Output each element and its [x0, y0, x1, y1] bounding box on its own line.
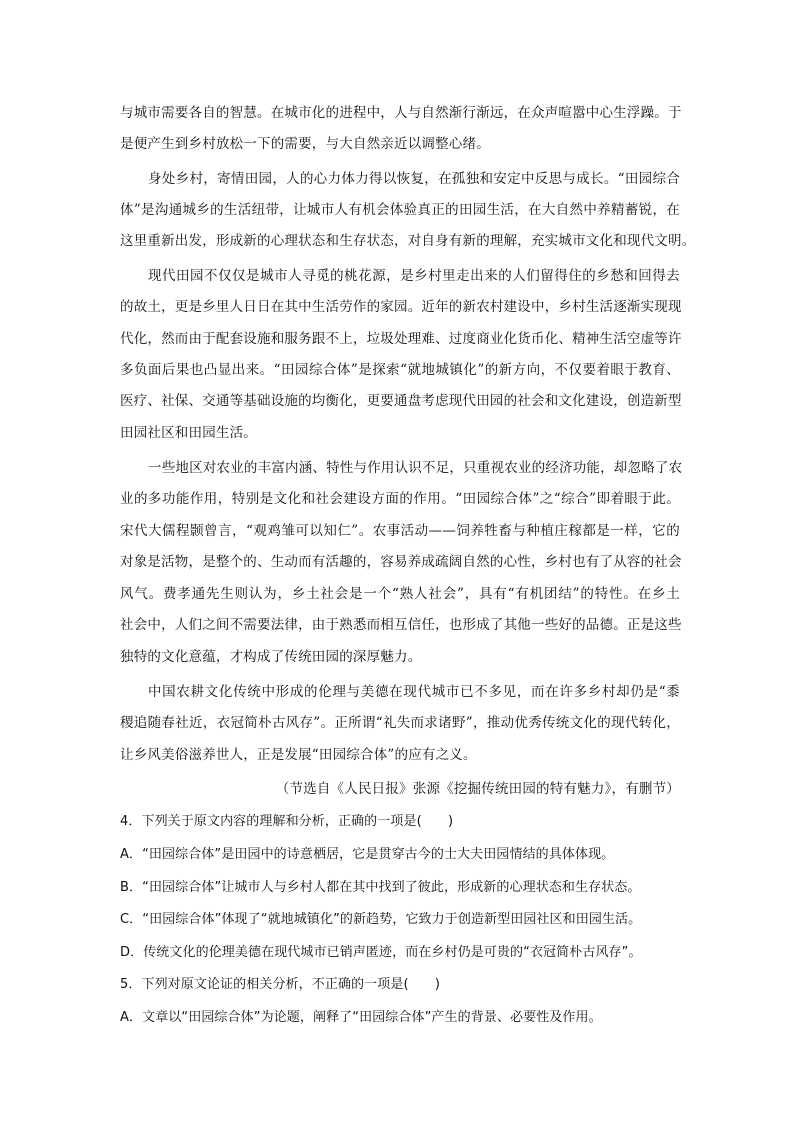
passage-line: 中国农耕文化传统中形成的伦理与美德在现代城市已不多见，而在许多乡村却仍是“黍: [148, 684, 680, 700]
passage-line: 与城市需要各自的智慧。在城市化的进程中，人与自然渐行渐远，在众声喧嚣中心生浮躁。于: [120, 105, 682, 121]
passage-line: 这里重新出发，形成新的心理状态和生存状态，对自身有新的理解，充实城市文化和现代文明。: [120, 233, 696, 249]
question-4-option-d: D．传统文化的伦理美德在现代城市已销声匿迹，而在乡村仍是可贵的“衣冠简朴古风存”。: [120, 945, 642, 960]
source-citation: （节选自《人民日报》张源《挖掘传统田园的特有魅力》，有删节）: [275, 781, 680, 797]
passage-line: 是便产生到乡村放松一下的需要，与大自然亲近以调整心绪。: [120, 136, 490, 152]
question-4-option-c: C．“田园综合体”体现了“就地城镇化”的新趋势，它致力于创造新型田园社区和田园生活。: [120, 912, 642, 927]
question-5-option-a: A．文章以“田园综合体”为论题，阐释了“田园综合体”产生的背景、必要性及作用。: [120, 1010, 602, 1025]
passage-line: 体”是沟通城乡的生活纽带，让城市人有机会体验真正的田园生活，在大自然中养精蓄锐，在: [120, 202, 680, 218]
passage-line: 对象是活物，是整个的、生动而有活趣的，容易养成疏阔自然的心性，乡村也有了从容的社会: [120, 554, 682, 570]
question-5-stem: 5．下列对原文论证的相关分析，不正确的一项是( ): [120, 977, 441, 992]
question-4-option-a: A．“田园综合体”是田园中的诗意栖居，它是贯穿古今的士大夫田园情结的具体体现。: [120, 847, 615, 862]
passage-line: 的故土，更是乡里人日日在其中生活劳作的家园。近年的新农村建设中，乡村生活逐渐实现现: [120, 299, 682, 315]
passage-line: 独特的文化意蕴，才构成了传统田园的深厚魅力。: [120, 649, 422, 665]
passage-line: 社会中，人们之间不需要法律，由于熟悉而相互信任，也形成了其他一些好的品德。正是这些: [120, 617, 682, 633]
passage-line: 业的多功能作用，特别是文化和社会建设方面的作用。“田园综合体”之“综合”即着眼于此。: [120, 491, 680, 507]
question-4-option-b: B．“田园综合体”让城市人与乡村人都在其中找到了彼此，形成新的心理状态和生存状态。: [120, 880, 641, 895]
passage-line: 稷追随春社近，衣冠简朴古风存”。正所谓“礼失而求诸野”，推动优秀传统文化的现代转化，: [120, 715, 680, 731]
passage-line: 多负面后果也凸显出来。“田园综合体”是探索“就地城镇化”的新方向，不仅要着眼于教育、: [120, 362, 680, 378]
passage-line: 田园社区和田园生活。: [120, 425, 257, 441]
passage-line: 现代田园不仅仅是城市人寻觅的桃花源，是乡村里走出来的人们留得住的乡愁和回得去: [148, 268, 680, 284]
passage-line: 宋代大儒程颢曾言，“观鸡雏可以知仁”。农事活动——饲养牲畜与种植庄稼都是一样，它的: [120, 523, 680, 539]
passage-line: 风气。费孝通先生则认为，乡土社会是一个“熟人社会”，具有“有机团结”的特性。在乡土: [120, 586, 680, 602]
question-4-stem: 4．下列关于原文内容的理解和分析，正确的一项是( ): [120, 814, 454, 829]
passage-line: 代化，然而由于配套设施和服务跟不上，垃圾处理难、过度商业化货币化、精神生活空虚等许: [120, 331, 682, 347]
passage-line: 医疗、社保、交通等基础设施的均衡化，更要通盘考虑现代田园的社会和文化建设，创造新型: [120, 393, 682, 409]
passage-line: 一些地区对农业的丰富内涵、特性与作用认识不足，只重视农业的经济功能，却忽略了农: [148, 460, 683, 476]
passage-line: 让乡风美俗滋养世人，正是发展“田园综合体”的应有之义。: [120, 747, 477, 763]
passage-line: 身处乡村，寄情田园，人的心力体力得以恢复，在孤独和安定中反思与成长。“田园综合: [148, 171, 680, 187]
